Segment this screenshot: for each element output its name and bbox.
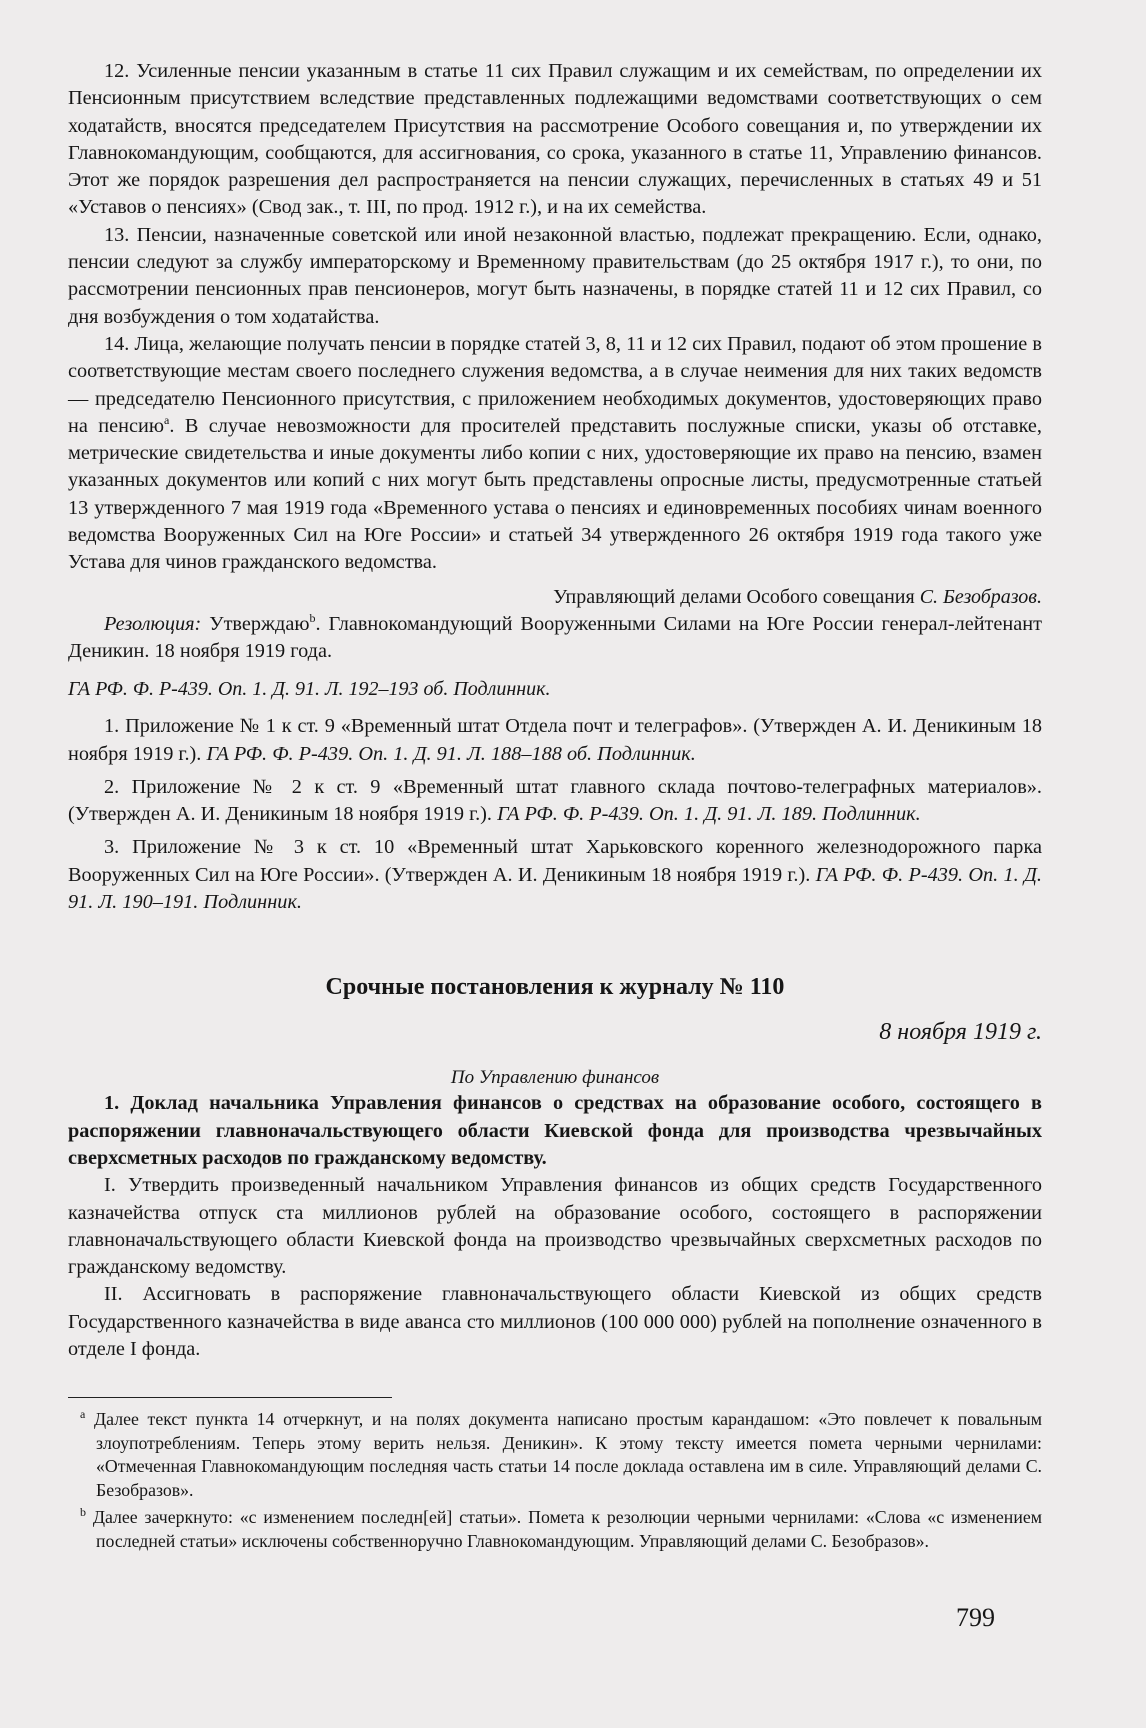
signature-name: С. Безобразов. [919,585,1042,608]
resolution-text-a: Утверждаю [201,612,310,635]
resolution-label: Резолюция: [104,612,202,635]
appendix-archive-ref: ГА РФ. Ф. Р-439. Оп. 1. Д. 91. Л. 188–188 об. Подлинник. [206,742,696,765]
signature-position: Управляющий делами Особого совещания [553,585,915,608]
signature [68,583,1042,611]
document-date: 8 ноября 1919 г. [879,1019,1042,1046]
page-number: 799 [956,1603,995,1632]
footnote-text: Далее текст пункта 14 отчеркнут, и на полях документа написано простым карандашом: «Это повлечет к повальным злоупотреблениям. Теперь этому верить нельзя. Деникин». К этому тексту имеется помета черными чернилами: «Отмеченная Главнокомандующим последняя часть статьи 14 после доклада оставлена им в силе. Управляющий делами С. Безобразов». [94,1409,1043,1500]
footnote-marker-b[interactable]: b [309,610,316,625]
item-1-point-1: I. Утвердить произведенный начальником Управления финансов из общих средств Государственного казначейства отпуск ста миллионов рублей на образование особого, состоящего в распоряжении главноначальствующего области Киевской фонда на производство чрезвычайных сверхсметных расходов по гражданскому ведомству. [68,1174,1042,1279]
footnote-b [68,1506,1042,1553]
paragraph-14-part-a: 14. Лица, желающие получать пенсии в порядке статей 3, 8, 11 и 12 сих Правил, подают об этом прошение в соответствующие местам своего последнего служения ведомства, а в случае неимения для них таких ведомств — председателю Пенсионного присутствия, с приложением необходимых документов, удостоверяющих право на пенсию [68,332,1042,437]
paragraph-14 [68,331,1042,577]
footnote-mark: b [80,1505,86,1520]
appendix-text: 1. Приложение № 1 к ст. 9 «Временный штат Отдела почт и телеграфов». (Утвержден А. И. Деникиным 18 ноября 1919 г.). [68,715,1042,765]
appendix-archive-ref: ГА РФ. Ф. Р-439. Оп. 1. Д. 91. Л. 190–191. Подлинник. [68,863,1042,914]
department-title: По Управлению финансов [450,1067,660,1089]
appendix-text: 3. Приложение № 3 к ст. 10 «Временный штат Харьковского коренного железнодорожного парка Вооруженных Сил на Юге России». (Утвержден А. И. Деникиным 18 ноября 1919 г.). [68,836,1042,886]
section-heading: Срочные постановления к журналу № 110 [325,974,785,1001]
footnote-text: Далее зачеркнуто: «с изменением последн[ей] статьи». Помета к резолюции черными чернилами: «Слова «с изменением последней статьи» исключены собственноручно Главнокомандующим. Управляющий делами С. Безобразов». [92,1507,1042,1551]
appendix-text: 2. Приложение № 2 к ст. 9 «Временный штат главного склада почтово-телеграфных материалов». (Утвержден А. И. Деникиным 18 ноября 1919 г.). [68,775,1042,826]
archive-reference: ГА РФ. Ф. Р-439. Оп. 1. Д. 91. Л. 192–193 об. Подлинник. [68,678,551,701]
resolution [68,611,1042,666]
paragraph-13: 13. Пенсии, назначенные советской или иной незаконной властью, подлежат прекращению. Если, однако, пенсии следуют за службу императорскому и Временному правительствам (до 25 октября 1917 г.), то они, по рассмотрении пенсионных прав пенсионеров, могут быть назначены, в порядке статей 11 и 12 сих Правил, со дня возбуждения о том ходатайства. [68,223,1042,328]
appendix-1 [68,713,1042,768]
appendix-archive-ref: ГА РФ. Ф. Р-439. Оп. 1. Д. 91. Л. 189. Подлинник. [497,803,921,826]
footnote-divider [68,1397,392,1398]
resolution-text-b: . Главнокомандующий Вооруженными Силами на Юге России генерал-лейтенант Деникин. 18 ноября 1919 года. [68,612,1042,662]
footnote-mark: a [80,1407,86,1422]
footnote-a [68,1408,1042,1502]
appendix-3 [68,834,1042,916]
item-1-title: 1. Доклад начальника Управления финансов о средствах на образование особого, состоящего в распоряжении главноначальствующего области Киевской фонда для производства чрезвычайных сверхсметных расходов по гражданскому ведомству. [68,1092,1042,1169]
appendix-2 [68,774,1042,829]
paragraph-14-part-b: . В случае невозможности для просителей представить послужные списки, указы об отставке, метрические свидетельства и иные документы либо копии с них, удостоверяющие их право на пенсию, взамен указанных документов или копий с них могут быть представлены опросные листы, предусмотренные статьей 13 утвержденного 7 мая 1919 года «Временного устава о пенсиях и единовременных пособиях чинам военного ведомства Вооруженных Сил на Юге России» и статьей 34 утвержденного 26 октября 1919 года такого уже Устава для чинов гражданского ведомства. [68,414,1042,574]
item-1-point-2: II. Ассигновать в распоряжение главноначальствующего области Киевской из общих средств Государственного казначейства в виде аванса сто миллионов (100 000 000) рублей на пополнение означенного в отделе I фонда. [68,1283,1042,1360]
footnote-marker-a[interactable]: a [164,413,170,428]
paragraph-12: 12. Усиленные пенсии указанным в статье 11 сих Правил служащим и их семействам, по определении их Пенсионным присутствием вследствие представленных подлежащими ведомствами соответствующих о сем ходатайств, вносятся председателем Присутствия на рассмотрение Особого совещания и, по утверждении их Главнокомандующим, сообщаются, для ассигнования, со срока, указанного в статье 11, Управлению финансов. Этот же порядок разрешения дел распространяется на пенсии служащих, перечисленных в статьях 49 и 51 «Уставов о пенсиях» (Свод зак., т. III, по прод. 1912 г.), и на их семейства. [68,60,1042,219]
